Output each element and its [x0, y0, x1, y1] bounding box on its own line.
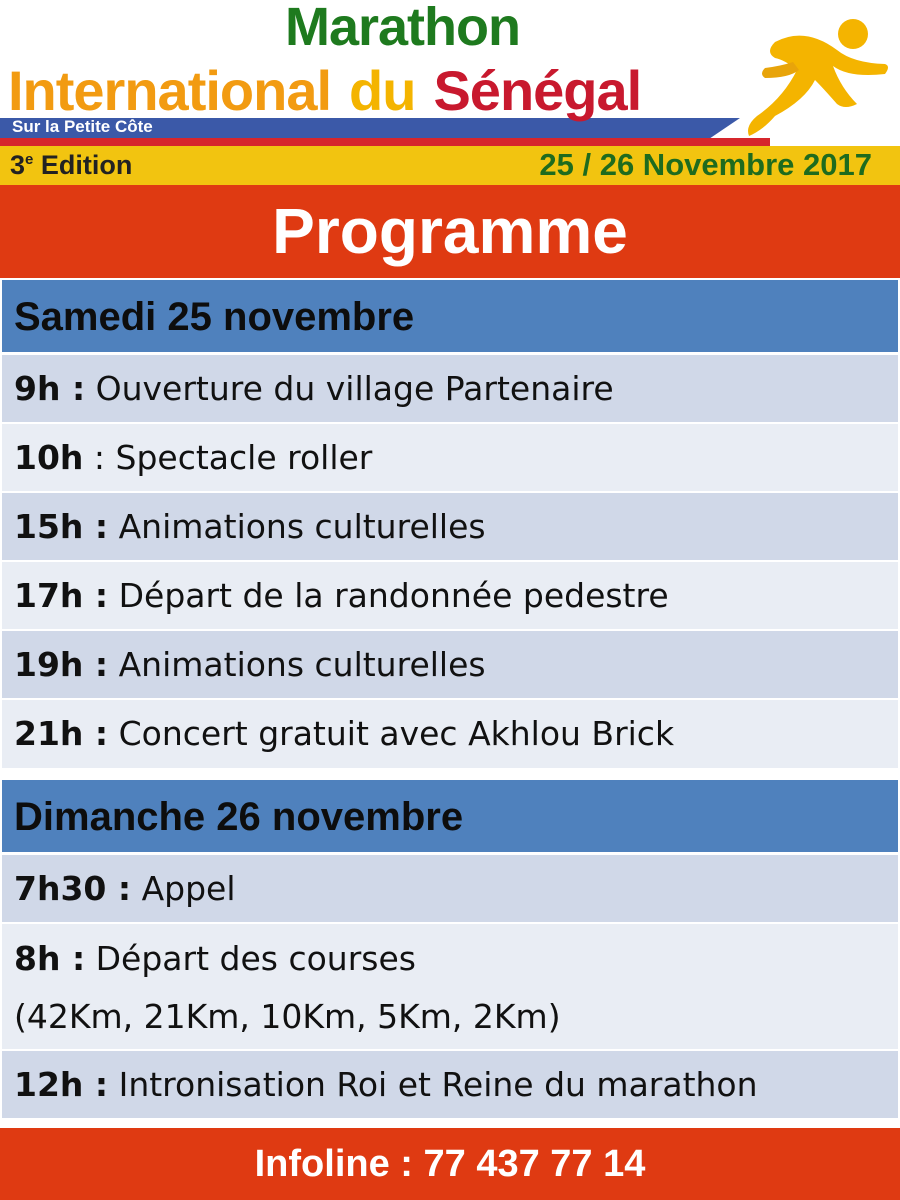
event-dates: 25 / 26 Novembre 2017: [539, 147, 872, 182]
day-header-saturday: Samedi 25 novembre: [2, 280, 898, 352]
row-time: 19h :: [14, 645, 109, 684]
row-text: Départ des courses: [85, 939, 416, 978]
row-time: 10h: [14, 438, 84, 477]
schedule-row: [2, 631, 898, 698]
edition-text: Edition: [33, 150, 133, 180]
subtitle-petite-cote: Sur la Petite Côte: [12, 117, 153, 136]
schedule-row: [2, 355, 898, 422]
title-senegal: Sénégal: [433, 59, 642, 122]
row-text: Intronisation Roi et Reine du marathon: [108, 1065, 758, 1104]
row-text: : Spectacle roller: [83, 438, 373, 477]
row-time: 8h :: [14, 939, 86, 978]
row-time: 7h30 :: [14, 869, 132, 908]
runner-logo-icon: [745, 8, 895, 148]
row-time: 17h :: [14, 576, 109, 615]
row-time: 9h :: [14, 369, 86, 408]
title-international: International: [8, 59, 332, 122]
title-marathon: Marathon: [285, 0, 520, 57]
infoline-footer: Infoline : 77 437 77 14: [0, 1128, 900, 1200]
schedule-row: [2, 562, 898, 629]
programme-title: Programme: [0, 185, 900, 278]
edition-label: [10, 150, 132, 181]
row-text: Animations culturelles: [108, 507, 486, 546]
event-header: [0, 0, 900, 185]
title-line2: [8, 58, 641, 123]
row-line1: [14, 930, 898, 988]
schedule-row: [2, 424, 898, 491]
edition-superscript: e: [25, 151, 34, 168]
row-time: 12h :: [14, 1065, 109, 1104]
schedule-row: [2, 855, 898, 922]
schedule-row: [2, 493, 898, 560]
schedule-row: [2, 924, 898, 1049]
row-text: Appel: [131, 869, 236, 908]
row-line2: (42Km, 21Km, 10Km, 5Km, 2Km): [14, 997, 561, 1036]
row-text: Concert gratuit avec Akhlou Brick: [108, 714, 675, 753]
row-time: 15h :: [14, 507, 109, 546]
row-text: Départ de la randonnée pedestre: [108, 576, 669, 615]
day-header-sunday: Dimanche 26 novembre: [2, 780, 898, 852]
title-du: du: [349, 59, 416, 122]
edition-number: 3: [10, 150, 26, 180]
schedule-row: [2, 1051, 898, 1118]
schedule-row: [2, 700, 898, 768]
row-time: 21h :: [14, 714, 109, 753]
row-text: Ouverture du village Partenaire: [85, 369, 614, 408]
row-text: Animations culturelles: [108, 645, 486, 684]
